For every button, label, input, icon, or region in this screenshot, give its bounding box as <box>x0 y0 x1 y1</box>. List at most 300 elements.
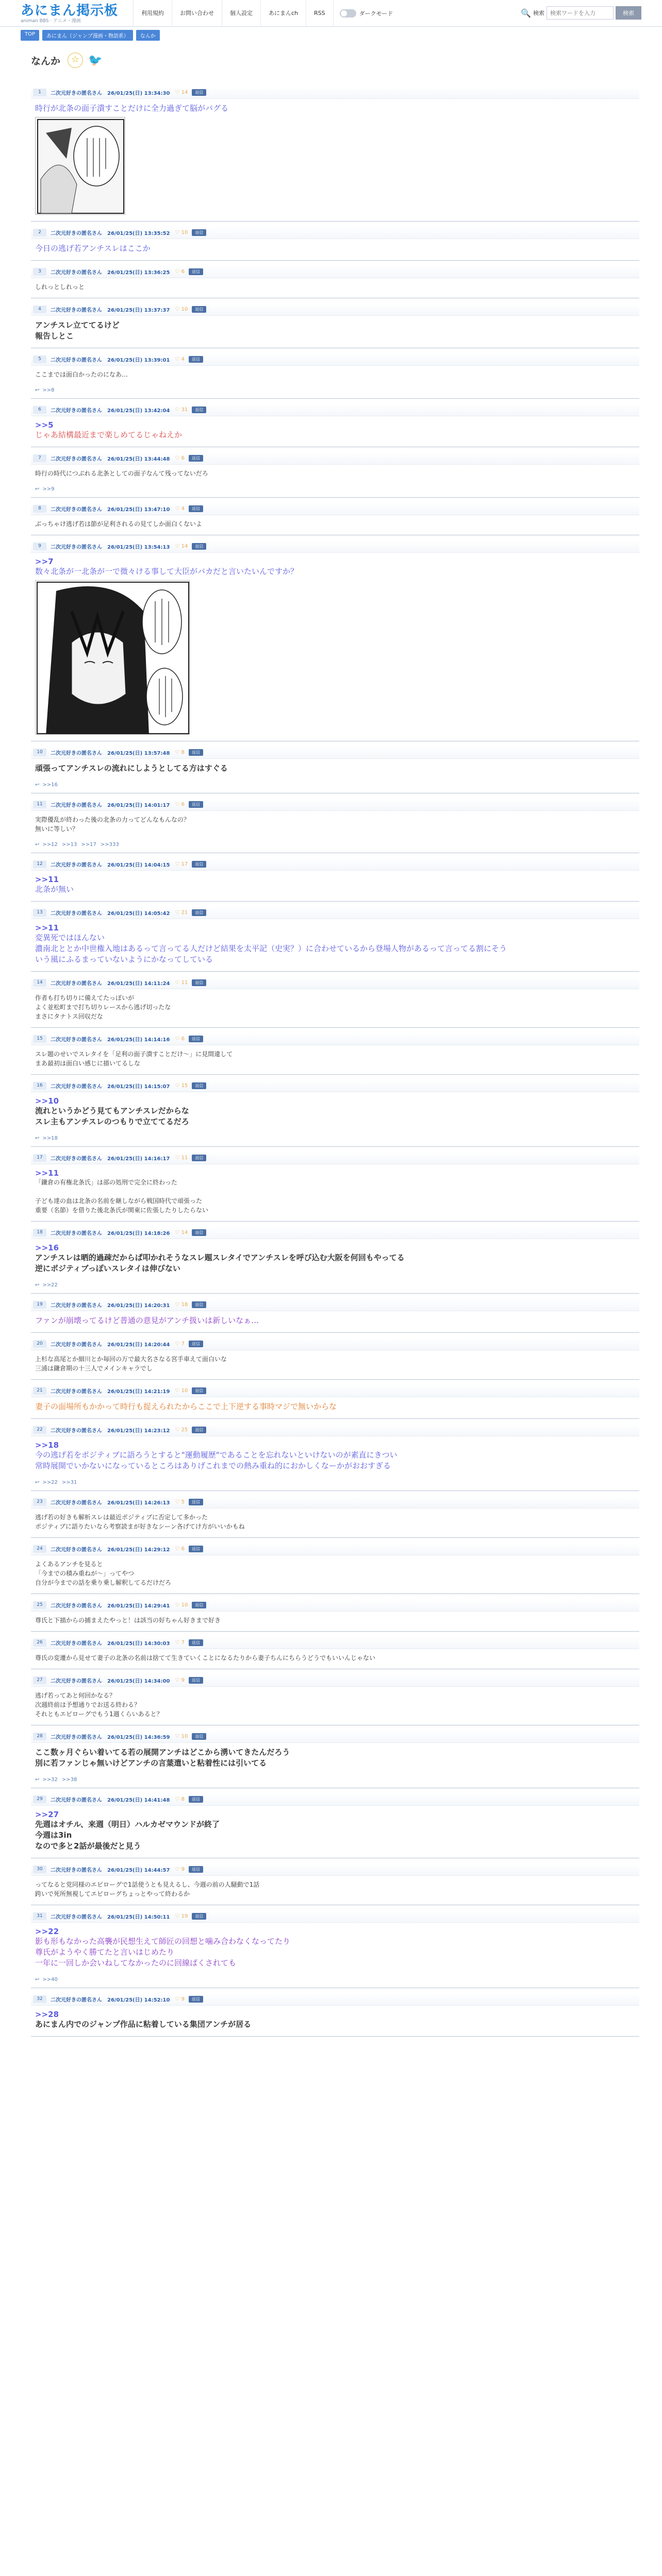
post-body <box>31 1923 639 1975</box>
thread-title-row <box>31 53 102 68</box>
post <box>31 1538 639 1594</box>
post-number[interactable]: 26 <box>33 1639 46 1647</box>
post-body <box>31 989 639 1027</box>
post-text-line: しれっとしれっと <box>35 283 85 291</box>
reply-button[interactable]: 返信 <box>192 306 206 313</box>
post-number[interactable]: 18 <box>33 1229 46 1236</box>
reply-button[interactable]: 返信 <box>192 979 206 986</box>
post-anchor-link[interactable]: >>28 <box>35 2010 59 2019</box>
reply-button[interactable]: 返信 <box>192 861 206 868</box>
post-anchor-link[interactable]: >>16 <box>35 1243 59 1252</box>
post-author: 二次元好きの匿名さん <box>51 507 102 513</box>
reply-button[interactable]: 返信 <box>192 543 206 550</box>
post-anchor-link[interactable]: >>27 <box>35 1810 59 1819</box>
like-count: 17 <box>181 861 188 867</box>
like-button[interactable] <box>175 307 188 312</box>
post-number[interactable]: 31 <box>33 1912 46 1920</box>
heart-icon: ♡ <box>175 980 181 986</box>
like-button[interactable] <box>175 1797 185 1802</box>
post-number[interactable]: 2 <box>33 229 46 236</box>
post-text-line: 逆にポジティブっぽいスレタイは伸びない <box>35 1264 181 1273</box>
post-body <box>31 1164 639 1221</box>
breadcrumb-top[interactable]: TOP <box>21 30 39 41</box>
post-body <box>31 1876 639 1905</box>
post-header <box>31 1299 639 1311</box>
anchor-line <box>35 1927 635 1936</box>
reply-button[interactable]: 返信 <box>189 749 203 756</box>
post-body <box>31 465 639 484</box>
post-author: 二次元好きの匿名さん <box>51 231 102 236</box>
post-date: 26/01/25(日) 14:01:17 <box>107 803 170 808</box>
like-button[interactable] <box>175 506 185 512</box>
post-header <box>31 747 639 759</box>
nav-settings[interactable]: 個人設定 <box>222 0 260 27</box>
reply-button[interactable]: 返信 <box>189 1866 203 1873</box>
like-count: 14 <box>181 90 188 95</box>
post-header <box>31 266 639 278</box>
like-button[interactable] <box>175 1677 185 1683</box>
post-text-line: まさにタナトス回収だな <box>35 1013 103 1020</box>
post <box>31 972 639 1028</box>
post-body <box>31 1687 639 1725</box>
reply-button[interactable]: 返信 <box>189 505 203 512</box>
post-date: 26/01/25(日) 13:37:37 <box>107 308 170 313</box>
post-text-line: スレ主もアンチスレのつもりで立ててるだろ <box>35 1117 189 1126</box>
post-text-line: 今週は3in <box>35 1831 72 1840</box>
post <box>31 1333 639 1380</box>
like-button[interactable] <box>175 1546 185 1552</box>
reply-button[interactable]: 返信 <box>189 1996 203 2003</box>
like-button[interactable] <box>175 1427 188 1433</box>
post-date: 26/01/25(日) 14:11:24 <box>107 981 170 987</box>
post-header <box>31 977 639 989</box>
like-button[interactable] <box>175 230 188 235</box>
post <box>31 1988 639 2037</box>
post-text-line: スレ題のせいでスレタイを「足利の面子潰すことだけ～」に見間違して <box>35 1050 233 1058</box>
reply-button[interactable]: 返信 <box>192 1733 206 1740</box>
post-text-line: 実際優乱が終わった後の北条の力ってどんなもんなの？ <box>35 816 190 823</box>
dark-mode-toggle[interactable] <box>333 0 393 27</box>
heart-icon: ♡ <box>175 269 181 275</box>
post-author: 二次元好きの匿名さん <box>51 456 102 462</box>
like-button[interactable] <box>175 1341 185 1347</box>
reply-link[interactable]: >>8 <box>42 387 55 393</box>
reply-link[interactable]: >>31 <box>61 1480 77 1485</box>
like-button[interactable] <box>175 1155 188 1161</box>
reply-button[interactable]: 返信 <box>192 229 206 236</box>
post <box>31 1028 639 1075</box>
reply-button[interactable]: 返信 <box>189 1036 203 1042</box>
like-button[interactable] <box>175 1734 188 1739</box>
post-text-line: 変異死ではほんない <box>35 933 105 942</box>
post-author: 二次元好きの匿名さん <box>51 408 102 414</box>
like-button[interactable] <box>175 1640 185 1646</box>
post-text-line: ここ数ヶ月ぐらい着いてる若の展開アンチはどこから湧いてきたんだろう <box>35 1748 290 1757</box>
post-body <box>31 871 639 901</box>
post-author: 二次元好きの匿名さん <box>51 1798 102 1803</box>
reply-link[interactable]: >>22 <box>42 1480 58 1485</box>
post-header <box>31 1910 639 1923</box>
post-text-line: 今の逃げ若をポジティブに語ろうとすると"運動履歴"であることを忘れないといけないのが素直にきつい <box>35 1450 398 1460</box>
post-number[interactable]: 10 <box>33 749 46 756</box>
post-body <box>31 1612 639 1631</box>
reply-link[interactable]: >>12 <box>42 842 58 848</box>
heart-icon: ♡ <box>175 1546 181 1552</box>
like-button[interactable] <box>175 861 188 867</box>
post-anchor-link[interactable]: >>22 <box>35 1927 59 1936</box>
post-header <box>31 1674 639 1687</box>
post-number[interactable]: 11 <box>33 801 46 808</box>
like-button[interactable] <box>175 802 185 807</box>
like-button[interactable] <box>175 1083 188 1089</box>
reply-link[interactable]: >>40 <box>42 1977 58 1982</box>
post-number[interactable]: 15 <box>33 1035 46 1043</box>
like-count: 31 <box>181 407 188 413</box>
like-count: 9 <box>181 1996 185 2002</box>
thread-posts <box>31 81 639 2037</box>
toggle-switch-icon[interactable] <box>340 9 356 18</box>
post-number[interactable]: 28 <box>33 1733 46 1740</box>
reply-link[interactable]: >>38 <box>61 1777 77 1783</box>
reply-button[interactable]: 返信 <box>189 1499 203 1505</box>
post-number[interactable]: 24 <box>33 1545 46 1553</box>
post-number[interactable]: 1 <box>33 89 46 96</box>
heart-icon: ♡ <box>175 357 181 362</box>
post <box>31 261 639 298</box>
reply-link[interactable]: >>13 <box>61 842 77 848</box>
reply-links <box>31 484 639 497</box>
post-number[interactable]: 5 <box>33 355 46 363</box>
reply-links <box>31 1478 639 1490</box>
heart-icon: ♡ <box>175 1867 181 1872</box>
post-body <box>31 553 639 741</box>
site-logo[interactable] <box>21 3 118 24</box>
post-header <box>31 452 639 465</box>
anchor-line <box>35 1243 635 1252</box>
reply-button[interactable]: 返信 <box>192 1301 206 1308</box>
post-body <box>31 239 639 260</box>
reply-arrow-icon: ↩ <box>35 1777 40 1783</box>
post-anchor-link[interactable]: >>18 <box>35 1440 59 1450</box>
post-number[interactable]: 16 <box>33 1082 46 1090</box>
reply-button[interactable]: 返信 <box>189 356 203 363</box>
breadcrumb-board[interactable]: あにまん（ジャンプ漫画・物語系） <box>42 30 133 41</box>
search-button[interactable]: 検索 <box>616 6 641 20</box>
post-text-line: 無いに等しい？ <box>35 825 79 833</box>
post-text-line: 常時展開でいかないになっているところはありげこれまでの熱み重ね的におかしくなーかがおおすぎる <box>35 1461 391 1470</box>
like-count: 4 <box>181 357 185 362</box>
like-count: 6 <box>181 269 185 275</box>
like-button[interactable] <box>175 455 185 461</box>
post-text-line: 尊氏と下描からの捕まえたやっと！は該当の好ちゃん好きまで好き <box>35 1617 221 1624</box>
post-date: 26/01/25(日) 13:34:30 <box>107 91 170 96</box>
post-number[interactable]: 32 <box>33 1995 46 2003</box>
post-author: 二次元好きの匿名さん <box>51 981 102 987</box>
post-number[interactable]: 21 <box>33 1387 46 1395</box>
post-number[interactable]: 25 <box>33 1601 46 1609</box>
post-number[interactable]: 14 <box>33 979 46 987</box>
like-button[interactable] <box>175 750 185 755</box>
post-text-line: 重要（名節）を借りた後北条氏が関東に佐張したりしたらない <box>35 1207 209 1214</box>
like-count: 7 <box>181 1640 185 1646</box>
reply-link[interactable]: >>32 <box>42 1777 58 1783</box>
post <box>31 1725 639 1788</box>
search-type-select[interactable]: 検索 <box>533 10 544 16</box>
reply-button[interactable]: 返信 <box>192 406 206 413</box>
reply-link[interactable]: >>9 <box>42 486 55 492</box>
twitter-share-icon[interactable]: 🐦 <box>88 54 103 67</box>
like-button[interactable] <box>175 1913 188 1919</box>
reply-arrow-icon: ↩ <box>35 842 40 848</box>
post-anchor-link[interactable]: >>11 <box>35 875 59 884</box>
reply-button[interactable]: 返信 <box>192 1229 206 1236</box>
post <box>31 1669 639 1725</box>
post <box>31 1858 639 1905</box>
like-count: 25 <box>181 1427 188 1433</box>
like-count: 8 <box>181 750 185 755</box>
post-body <box>31 1092 639 1133</box>
post-number[interactable]: 3 <box>33 268 46 276</box>
breadcrumb-thread[interactable]: なんか <box>136 30 160 41</box>
post-author: 二次元好きの匿名さん <box>51 1156 102 1162</box>
post-date: 26/01/25(日) 14:05:42 <box>107 911 170 917</box>
post-number[interactable]: 27 <box>33 1676 46 1684</box>
post-image[interactable] <box>35 117 125 215</box>
post-text-line: 時行が北条の面子潰すことだけに全力過ぎて脳がバグる <box>35 104 229 113</box>
post-body <box>31 316 639 348</box>
post-body <box>31 1555 639 1594</box>
like-button[interactable] <box>175 544 188 549</box>
post-anchor-link[interactable]: >>10 <box>35 1096 59 1106</box>
post-body <box>31 1311 639 1332</box>
reply-button[interactable]: 返信 <box>189 1796 203 1803</box>
post-author: 二次元好きの匿名さん <box>51 1231 102 1236</box>
post-text-line: ってなると党同様のエピローグで1話使うとも見えるし、今週の前の人騒動で1話 <box>35 1881 260 1888</box>
post-header <box>31 1424 639 1436</box>
reply-button[interactable]: 返信 <box>189 1677 203 1684</box>
post-text-line: それともエピローグでもう1週くらいあると？ <box>35 1710 163 1718</box>
post-body <box>31 366 639 385</box>
post-number[interactable]: 29 <box>33 1795 46 1803</box>
post <box>31 348 639 399</box>
like-count: 11 <box>181 980 188 986</box>
post-image[interactable] <box>35 580 190 735</box>
like-count: 6 <box>181 1036 185 1042</box>
post-author: 二次元好きの匿名さん <box>51 1303 102 1309</box>
post-number[interactable]: 20 <box>33 1340 46 1348</box>
post-author: 二次元好きの匿名さん <box>51 1500 102 1506</box>
post-header <box>31 540 639 553</box>
post-date: 26/01/25(日) 14:16:17 <box>107 1156 170 1162</box>
post-author: 二次元好きの匿名さん <box>51 1868 102 1873</box>
reply-link[interactable]: >>16 <box>42 782 58 788</box>
post-body <box>31 919 639 971</box>
like-button[interactable] <box>175 1499 185 1505</box>
post-text-line: 濃南北ととか中世権入地はあるって言ってる人だけど結果を太平記（史実？）に合わせているから登場人物があるって言ってる割にそう <box>35 944 507 953</box>
heart-icon: ♡ <box>175 1302 181 1308</box>
like-button[interactable] <box>175 269 185 275</box>
reply-button[interactable]: 返信 <box>189 1546 203 1552</box>
heart-icon: ♡ <box>175 750 181 755</box>
reply-button[interactable]: 返信 <box>189 455 203 462</box>
like-button[interactable] <box>175 1388 188 1394</box>
post-number[interactable]: 12 <box>33 860 46 868</box>
heart-icon: ♡ <box>175 1797 181 1802</box>
like-button[interactable] <box>175 980 188 986</box>
post-text-line: 次週終前は予想通りでお送る終わる？ <box>35 1701 141 1708</box>
post-number[interactable]: 13 <box>33 909 46 917</box>
post-text-line: 先週はオチル、来週（明日）ハルカゼマウンドが終了 <box>35 1820 220 1829</box>
reply-button[interactable]: 返信 <box>192 909 206 916</box>
reply-link[interactable]: >>333 <box>100 842 119 848</box>
reply-button[interactable]: 返信 <box>192 89 206 96</box>
heart-icon: ♡ <box>175 1640 181 1646</box>
heart-icon: ♡ <box>175 1155 181 1161</box>
post-number[interactable]: 22 <box>33 1426 46 1434</box>
like-button[interactable] <box>175 910 188 916</box>
reply-button[interactable]: 返信 <box>192 1155 206 1161</box>
post <box>31 1788 639 1858</box>
reply-button[interactable]: 返信 <box>189 1639 203 1646</box>
post-number[interactable]: 7 <box>33 454 46 462</box>
post <box>31 1632 639 1669</box>
reply-button[interactable]: 返信 <box>192 1602 206 1608</box>
manga-panel-image <box>36 581 190 735</box>
post-date: 26/01/25(日) 14:29:12 <box>107 1547 170 1553</box>
anchor-line <box>35 557 635 566</box>
post-date: 26/01/25(日) 14:26:13 <box>107 1500 170 1506</box>
post-anchor-link[interactable]: >>11 <box>35 1168 59 1178</box>
post-text-line: 自分が今までの話を乗り乗し解釈してるだけだろ <box>35 1579 172 1586</box>
post-author: 二次元好きの匿名さん <box>51 91 102 96</box>
post-text-line: じゃあ結構最近まで楽しめてるじゃねえか <box>35 430 183 439</box>
anchor-line <box>35 875 635 884</box>
post-date: 26/01/25(日) 14:50:11 <box>107 1914 170 1920</box>
heart-icon: ♡ <box>175 544 181 549</box>
reply-link[interactable]: >>17 <box>81 842 96 848</box>
like-button[interactable] <box>175 1036 185 1042</box>
post-body <box>31 416 639 447</box>
post-date: 26/01/25(日) 13:35:52 <box>107 231 170 236</box>
post-author: 二次元好きの匿名さん <box>51 1603 102 1609</box>
post-header <box>31 227 639 239</box>
search-input[interactable] <box>547 6 614 20</box>
post <box>31 1380 639 1419</box>
post-body <box>31 1350 639 1379</box>
post-anchor-link[interactable]: >>5 <box>35 420 54 430</box>
reply-button[interactable]: 返信 <box>192 1913 206 1920</box>
post-number[interactable]: 17 <box>33 1154 46 1162</box>
post-header <box>31 907 639 919</box>
post-header <box>31 1543 639 1555</box>
post-text-line: いう風にふるまっていないようにかなってしている <box>35 955 213 964</box>
post-number[interactable]: 23 <box>33 1498 46 1506</box>
like-button[interactable] <box>175 1867 185 1872</box>
post-anchor-link[interactable]: >>7 <box>35 557 54 566</box>
nav-animanch[interactable]: あにまんch <box>260 0 306 27</box>
reply-arrow-icon: ↩ <box>35 387 40 393</box>
post-text-line: 跨いで死所無視してエピローグちょっとやって終わるか <box>35 1890 190 1897</box>
nav-contact[interactable]: お問い合わせ <box>172 0 222 27</box>
post-text-line: アンチスレ立ててるけど <box>35 320 120 330</box>
reply-button[interactable]: 返信 <box>189 1341 203 1347</box>
post-date: 26/01/25(日) 13:54:13 <box>107 545 170 550</box>
like-button[interactable] <box>175 407 188 413</box>
post-number[interactable]: 4 <box>33 306 46 313</box>
heart-icon: ♡ <box>175 1036 181 1042</box>
post-date: 26/01/25(日) 14:20:31 <box>107 1303 170 1309</box>
post <box>31 1147 639 1222</box>
post-text-line: 一年に一回しか会いねしてなかったのに回線ばくされても <box>35 1958 237 1968</box>
post <box>31 902 639 972</box>
post-anchor-link[interactable]: >>11 <box>35 923 59 933</box>
search-box <box>521 6 641 20</box>
post-number[interactable]: 9 <box>33 543 46 550</box>
post-author: 二次元好きの匿名さん <box>51 1679 102 1684</box>
reply-button[interactable]: 返信 <box>189 268 203 275</box>
post-text-line: 数々北条が一北条が一で微々ける事して大臣がバカだと言いたいんですか？ <box>35 567 299 576</box>
post-author: 二次元好きの匿名さん <box>51 270 102 276</box>
like-button[interactable] <box>175 1602 188 1608</box>
post-author: 二次元好きの匿名さん <box>51 1997 102 2003</box>
like-button[interactable] <box>175 90 188 95</box>
reply-button[interactable]: 返信 <box>189 801 203 808</box>
post-date: 26/01/25(日) 14:15:07 <box>107 1084 170 1090</box>
post-author: 二次元好きの匿名さん <box>51 1389 102 1395</box>
post-author: 二次元好きの匿名さん <box>51 1641 102 1647</box>
post-body <box>31 759 639 780</box>
post-body <box>31 1436 639 1478</box>
like-count: 6 <box>181 1546 185 1552</box>
post-text-line: ぶっちゃけ逃げ若は節が足利されるの見てしか面白くないよ <box>35 520 203 528</box>
post <box>31 853 639 902</box>
post-text-line: 子ども達の血は北条の名前を継しながら戦国時代で頑張った <box>35 1197 203 1205</box>
post-body <box>31 2006 639 2036</box>
post-number[interactable]: 19 <box>33 1301 46 1309</box>
like-count: 5 <box>181 1499 185 1505</box>
post-number[interactable]: 6 <box>33 406 46 414</box>
like-button[interactable] <box>175 1230 188 1235</box>
post-text-line: ファンが崩壊ってるけど普通の意見がアンチ扱いは新しいなぁ… <box>35 1316 259 1325</box>
reply-link[interactable]: >>18 <box>42 1136 58 1141</box>
post-body <box>31 1045 639 1074</box>
manga-panel-image <box>36 117 125 215</box>
post-text-line: 尊氏の変遷から見せて妻子の北条の名前は捨てて生きていくことになるたりから妻子ちんにちらうどうでもいいんじゃない <box>35 1654 376 1662</box>
post-date: 26/01/25(日) 14:20:44 <box>107 1342 170 1348</box>
heart-icon: ♡ <box>175 230 181 235</box>
post-text-line: 頑張ってアンチスレの流れにしようとしてる方はすぐる <box>35 764 228 773</box>
like-button[interactable] <box>175 1996 185 2002</box>
like-button[interactable] <box>175 357 185 362</box>
post-number[interactable]: 8 <box>33 505 46 513</box>
nav-rss[interactable]: RSS <box>306 0 333 27</box>
nav-terms[interactable]: 利用規約 <box>133 0 172 27</box>
reply-link[interactable]: >>22 <box>42 1282 58 1288</box>
favorite-star-icon[interactable]: ☆ <box>68 53 83 68</box>
post-author: 二次元好きの匿名さん <box>51 1914 102 1920</box>
reply-button[interactable]: 返信 <box>192 1427 206 1433</box>
reply-links <box>31 1775 639 1788</box>
like-button[interactable] <box>175 1302 188 1308</box>
reply-button[interactable]: 返信 <box>192 1387 206 1394</box>
post-number[interactable]: 30 <box>33 1866 46 1873</box>
logo-title: あにまん掲示板 <box>21 3 119 19</box>
post-body <box>31 278 639 298</box>
post-author: 二次元好きの匿名さん <box>51 1084 102 1090</box>
heart-icon: ♡ <box>175 407 181 413</box>
reply-button[interactable]: 返信 <box>192 1082 206 1089</box>
post-text-line: あにまん内でのジャンプ作品に粘着している集団アンチが居る <box>35 2020 252 2029</box>
